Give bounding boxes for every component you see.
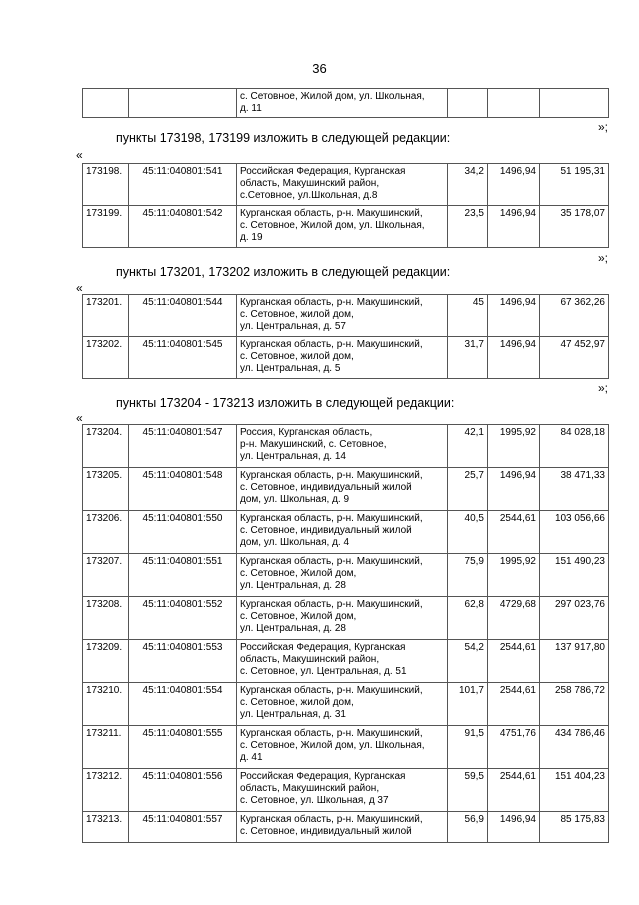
address-cell — [237, 295, 448, 337]
cadastral-number — [129, 89, 237, 118]
row-number: 173204. — [83, 425, 129, 468]
cadastral-number: 45:11:040801:550 — [129, 511, 237, 554]
area-value: 45 — [448, 295, 488, 337]
row-number — [83, 89, 129, 118]
register-table-continuation — [82, 88, 609, 118]
unit-price: 4751,76 — [488, 726, 540, 769]
row-number: 173199. — [83, 206, 129, 248]
address-line: с. Сетовное, Жилой дом, — [240, 568, 357, 579]
area-value: 42,1 — [448, 425, 488, 468]
address-line: с. Сетовное, Жилой дом, ул. Школьная, — [240, 220, 425, 231]
table-row — [83, 554, 609, 597]
cadastral-number: 45:11:040801:556 — [129, 769, 237, 812]
area-value: 40,5 — [448, 511, 488, 554]
area-value: 62,8 — [448, 597, 488, 640]
area-value — [448, 89, 488, 118]
address-line: с. Сетовное, Жилой дом, ул. Школьная, — [240, 91, 425, 102]
address-line: с. Сетовное, Жилой дом, ул. Школьная, — [240, 740, 425, 751]
address-line: д. 11 — [240, 103, 262, 114]
unit-price: 1496,94 — [488, 812, 540, 843]
unit-price: 1995,92 — [488, 554, 540, 597]
table-row — [83, 726, 609, 769]
row-number: 173208. — [83, 597, 129, 640]
address-line: с.Сетовное, ул.Школьная, д.8 — [240, 190, 378, 201]
address-line: Курганская область, р-н. Макушинский, — [240, 513, 423, 524]
row-number: 173201. — [83, 295, 129, 337]
cadastral-number: 45:11:040801:544 — [129, 295, 237, 337]
table-row — [83, 769, 609, 812]
cadastral-number: 45:11:040801:552 — [129, 597, 237, 640]
opening-quote: « — [76, 148, 83, 162]
cadastral-value: 137 917,80 — [540, 640, 609, 683]
cadastral-value: 151 490,23 — [540, 554, 609, 597]
table-row — [83, 812, 609, 843]
area-value: 54,2 — [448, 640, 488, 683]
address-cell — [237, 337, 448, 379]
cadastral-value: 47 452,97 — [540, 337, 609, 379]
cadastral-number: 45:11:040801:555 — [129, 726, 237, 769]
address-line: Российская Федерация, Курганская — [240, 771, 406, 782]
amendment-heading: пункты 173204 - 173213 изложить в следующей редакции: — [116, 396, 455, 410]
table-row — [83, 206, 609, 248]
cadastral-number: 45:11:040801:548 — [129, 468, 237, 511]
unit-price: 2544,61 — [488, 683, 540, 726]
address-line: Российская Федерация, Курганская — [240, 642, 406, 653]
address-line: дом, ул. Школьная, д. 9 — [240, 494, 350, 505]
unit-price: 1496,94 — [488, 206, 540, 248]
address-line: ул. Центральная, д. 28 — [240, 623, 346, 634]
address-line: с. Сетовное, индивидуальный жилой — [240, 826, 412, 837]
register-table — [82, 294, 609, 379]
address-line: Курганская область, р-н. Макушинский, — [240, 599, 423, 610]
unit-price: 2544,61 — [488, 769, 540, 812]
address-line: ул. Центральная, д. 31 — [240, 709, 346, 720]
table-row — [83, 337, 609, 379]
unit-price — [488, 89, 540, 118]
address-line: Курганская область, р-н. Макушинский, — [240, 556, 423, 567]
address-cell — [237, 164, 448, 206]
area-value: 91,5 — [448, 726, 488, 769]
opening-quote: « — [76, 281, 83, 295]
address-line: Курганская область, р-н. Макушинский, — [240, 339, 423, 350]
amendment-heading: пункты 173201, 173202 изложить в следующей редакции: — [116, 265, 451, 279]
table-row — [83, 511, 609, 554]
row-number: 173210. — [83, 683, 129, 726]
row-number: 173205. — [83, 468, 129, 511]
address-cell — [237, 683, 448, 726]
address-cell — [237, 511, 448, 554]
address-cell — [237, 640, 448, 683]
address-line: область, Макушинский район, — [240, 178, 380, 189]
unit-price: 4729,68 — [488, 597, 540, 640]
address-line: Курганская область, р-н. Макушинский, — [240, 208, 423, 219]
opening-quote: « — [76, 411, 83, 425]
address-cell — [237, 726, 448, 769]
address-line: Курганская область, р-н. Макушинский, — [240, 814, 423, 825]
address-cell — [237, 89, 448, 118]
area-value: 34,2 — [448, 164, 488, 206]
row-number: 173207. — [83, 554, 129, 597]
address-line: дом, ул. Школьная, д. 4 — [240, 537, 350, 548]
address-line: с. Сетовное, жилой дом, — [240, 697, 354, 708]
area-value: 56,9 — [448, 812, 488, 843]
unit-price: 2544,61 — [488, 640, 540, 683]
cadastral-number: 45:11:040801:554 — [129, 683, 237, 726]
cadastral-value: 297 023,76 — [540, 597, 609, 640]
closing-quote: »; — [597, 120, 608, 134]
address-cell — [237, 812, 448, 843]
unit-price: 1496,94 — [488, 295, 540, 337]
area-value: 25,7 — [448, 468, 488, 511]
unit-price: 1496,94 — [488, 337, 540, 379]
row-number: 173198. — [83, 164, 129, 206]
address-cell — [237, 425, 448, 468]
row-number: 173202. — [83, 337, 129, 379]
address-line: с. Сетовное, индивидуальный жилой — [240, 525, 412, 536]
address-cell — [237, 597, 448, 640]
address-line: д. 19 — [240, 232, 263, 243]
cadastral-number: 45:11:040801:541 — [129, 164, 237, 206]
area-value: 75,9 — [448, 554, 488, 597]
unit-price: 1995,92 — [488, 425, 540, 468]
area-value: 23,5 — [448, 206, 488, 248]
register-table — [82, 424, 609, 843]
address-cell — [237, 769, 448, 812]
address-cell — [237, 554, 448, 597]
cadastral-value: 258 786,72 — [540, 683, 609, 726]
address-line: с. Сетовное, жилой дом, — [240, 351, 354, 362]
address-line: ул. Центральная, д. 28 — [240, 580, 346, 591]
address-line: ул. Центральная, д. 57 — [240, 321, 346, 332]
address-line: с. Сетовное, индивидуальный жилой — [240, 482, 412, 493]
cadastral-value: 51 195,31 — [540, 164, 609, 206]
cadastral-value: 67 362,26 — [540, 295, 609, 337]
address-line: р-н. Макушинский, с. Сетовное, — [240, 439, 387, 450]
table-row — [83, 468, 609, 511]
area-value: 31,7 — [448, 337, 488, 379]
area-value: 59,5 — [448, 769, 488, 812]
cadastral-value: 85 175,83 — [540, 812, 609, 843]
table-row — [83, 425, 609, 468]
address-line: с. Сетовное, Жилой дом, — [240, 611, 357, 622]
row-number: 173209. — [83, 640, 129, 683]
cadastral-value: 38 471,33 — [540, 468, 609, 511]
table-row — [83, 640, 609, 683]
cadastral-number: 45:11:040801:557 — [129, 812, 237, 843]
cadastral-number: 45:11:040801:551 — [129, 554, 237, 597]
address-line: ул. Центральная, д. 14 — [240, 451, 346, 462]
amendment-heading: пункты 173198, 173199 изложить в следующей редакции: — [116, 131, 451, 145]
address-line: Курганская область, р-н. Макушинский, — [240, 685, 423, 696]
closing-quote: »; — [597, 381, 608, 395]
cadastral-value: 35 178,07 — [540, 206, 609, 248]
address-line: с. Сетовное, ул. Центральная, д. 51 — [240, 666, 407, 677]
address-line: с. Сетовное, жилой дом, — [240, 309, 354, 320]
address-cell — [237, 468, 448, 511]
address-line: область, Макушинский район, — [240, 783, 380, 794]
cadastral-number: 45:11:040801:545 — [129, 337, 237, 379]
table-row — [83, 89, 609, 118]
row-number: 173213. — [83, 812, 129, 843]
unit-price: 1496,94 — [488, 164, 540, 206]
address-line: Курганская область, р-н. Макушинский, — [240, 297, 423, 308]
table-row — [83, 295, 609, 337]
page-number: 36 — [312, 61, 327, 76]
cadastral-value: 103 056,66 — [540, 511, 609, 554]
cadastral-value: 84 028,18 — [540, 425, 609, 468]
table-row — [83, 164, 609, 206]
area-value: 101,7 — [448, 683, 488, 726]
address-cell — [237, 206, 448, 248]
cadastral-value — [540, 89, 609, 118]
address-line: с. Сетовное, ул. Школьная, д 37 — [240, 795, 389, 806]
row-number: 173212. — [83, 769, 129, 812]
cadastral-value: 434 786,46 — [540, 726, 609, 769]
table-row — [83, 597, 609, 640]
table-row — [83, 683, 609, 726]
cadastral-number: 45:11:040801:553 — [129, 640, 237, 683]
cadastral-value: 151 404,23 — [540, 769, 609, 812]
row-number: 173206. — [83, 511, 129, 554]
address-line: область, Макушинский район, — [240, 654, 380, 665]
cadastral-number: 45:11:040801:547 — [129, 425, 237, 468]
unit-price: 1496,94 — [488, 468, 540, 511]
address-line: д. 41 — [240, 752, 263, 763]
closing-quote: »; — [597, 251, 608, 265]
address-line: Курганская область, р-н. Макушинский, — [240, 728, 423, 739]
address-line: Россия, Курганская область, — [240, 427, 373, 438]
cadastral-number: 45:11:040801:542 — [129, 206, 237, 248]
address-line: Российская Федерация, Курганская — [240, 166, 406, 177]
register-table — [82, 163, 609, 248]
address-line: Курганская область, р-н. Макушинский, — [240, 470, 423, 481]
unit-price: 2544,61 — [488, 511, 540, 554]
address-line: ул. Центральная, д. 5 — [240, 363, 341, 374]
row-number: 173211. — [83, 726, 129, 769]
